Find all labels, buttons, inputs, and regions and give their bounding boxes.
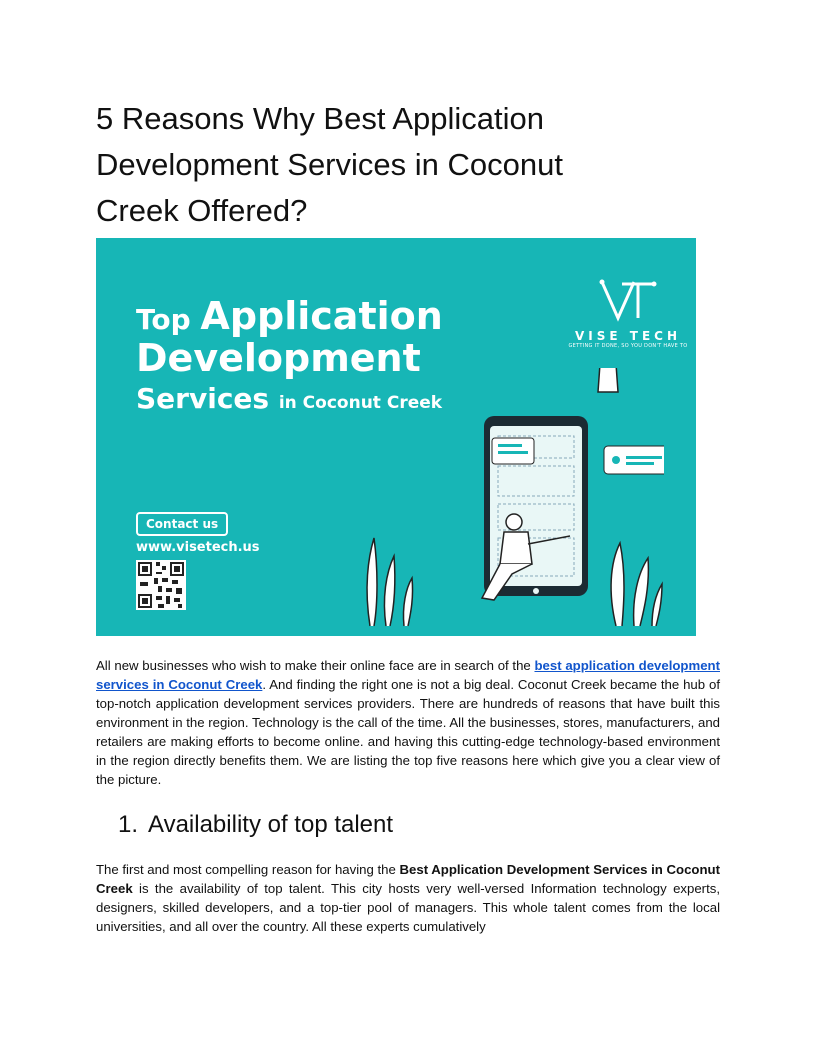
title-line-1: 5 Reasons Why Best Application [96, 101, 545, 136]
bold-keyword: Best Application Development Services in Coconut Creek [96, 862, 720, 896]
banner-line-3: Services in Coconut Creek [136, 382, 443, 415]
title-line-2: Development Services in Coconut [96, 147, 563, 182]
qr-code-icon [136, 560, 186, 610]
banner-website: www.visetech.us [136, 540, 260, 555]
section-title: Availability of top talent [148, 811, 394, 838]
app-development-illustration [364, 368, 664, 630]
vt-logo-icon [596, 278, 660, 322]
section-heading-1 [118, 808, 393, 842]
best-app-dev-link[interactable]: best application development services in Coconut Creek [96, 658, 720, 692]
person-standing-icon [598, 368, 618, 392]
plant-left-icon [367, 538, 413, 626]
banner-line-2: Development [136, 336, 421, 380]
section-number: 1. [118, 811, 139, 838]
banner-image [96, 238, 696, 636]
logo-tagline: GETTING IT DONE, SO YOU DON'T HAVE TO [568, 343, 688, 349]
title-line-3: Creek Offered? [96, 193, 308, 228]
intro-paragraph: All new businesses who wish to make their online face are in search of the best application development services in Coconut Creek. And finding the right one is not a big deal. Coconut Creek became the hub of top-notch application development services providers. There are hundreds of reasons that have built this environment in the region. Technology is the call of the time. All the businesses, stores, manufacturers, and retailers are making efforts to become online. and having this cutting-edge technology-based environment in the region directly benefits them. We are listing the top five reasons here which give you a clear view of the picture. [96, 658, 720, 787]
vise-tech-logo [558, 278, 696, 349]
banner-line-1: Top Application [136, 294, 443, 338]
section-1-paragraph: The first and most compelling reason for having the Best Application Development Services in Coconut Creek is the availability of top talent. This city hosts very well-versed Information technology experts, designers, skilled developers, and a top-tier pool of managers. This whole talent comes from the local universities, and all over the country. All these experts cumulatively [96, 862, 720, 934]
page-title [96, 96, 720, 234]
logo-name: VISE TECH [574, 329, 681, 343]
plant-right-icon [611, 543, 662, 626]
banner-contact-label: Contact us [136, 512, 228, 536]
